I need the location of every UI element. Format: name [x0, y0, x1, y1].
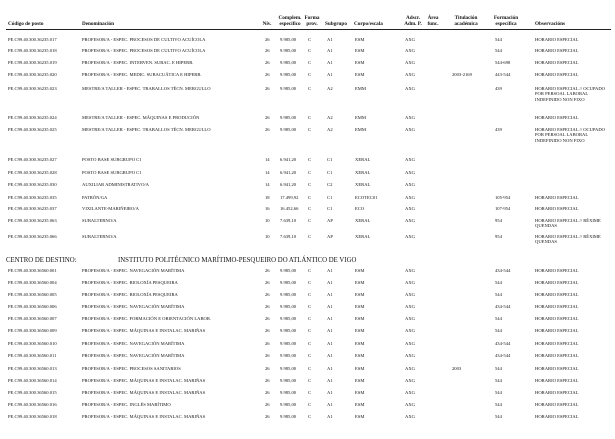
cell-obs: HORARIO ESPECIAL: [535, 60, 579, 65]
cell-sub: C1: [327, 170, 333, 175]
cell-obs: HORARIO ESPECIAL: [535, 48, 579, 53]
cell-sub: A1: [327, 37, 333, 42]
cell-nivel: 10: [265, 218, 270, 223]
cell-adm: AXG: [405, 316, 415, 321]
cell-nivel: 26: [265, 316, 270, 321]
cell-den: MESTRE/A TALLER - ESPEC. TRABALLOS TÉCN. MERGULLO: [82, 86, 211, 91]
cell-obs: HORARIO ESPECIAL: [535, 316, 579, 321]
cell-den: MESTRE/A TALLER - ESPEC. TRABALLOS TÉCN. MERGULLO: [82, 127, 211, 132]
cell-corpo: ESM: [355, 292, 365, 297]
cell-comp: 9.985,00: [280, 402, 297, 407]
cell-adm: AXG: [405, 328, 415, 333]
cell-obs: HORARIO ESPECIAL: [535, 390, 579, 395]
cell-obs: HORARIO ESPECIAL: [535, 72, 579, 77]
cell-adm: AXG: [405, 378, 415, 383]
cell-sub: A1: [327, 353, 333, 358]
cell-form: 434-544: [495, 304, 511, 309]
cell-codigo: PE.C99.40.300.36235.024: [8, 115, 57, 120]
cell-sub: A1: [327, 280, 333, 285]
cell-nivel: 18: [265, 195, 270, 200]
cell-den: PROFESOR/A - ESPEC. PROCESOS SANITARIOS: [82, 366, 181, 371]
cell-form: 544: [495, 292, 502, 297]
cell-codigo: PE.C99.40.300.36235.020: [8, 72, 57, 77]
cell-adm: AXG: [405, 280, 415, 285]
cell-corpo: ESM: [355, 366, 365, 371]
cell-nivel: 26: [265, 37, 270, 42]
cell-forma: C: [308, 234, 312, 239]
cell-nivel: 26: [265, 86, 270, 91]
cell-adm: AXG: [405, 268, 415, 273]
cell-adm: AXG: [405, 304, 415, 309]
cell-codigo: PE.C99.40.300.36560.001: [8, 268, 57, 273]
cell-den: PROFESOR/A - ESPEC. MÁQUINAS E INSTALAC. MARIÑAS: [82, 378, 206, 383]
cell-den: PROFESOR/A - ESPEC. INGLÉS MARÍTIMO: [82, 402, 171, 407]
cell-nivel: 26: [265, 378, 270, 383]
cell-corpo: XERAL: [355, 170, 371, 175]
cell-corpo: ESM: [355, 37, 365, 42]
cell-adm: AXG: [405, 218, 415, 223]
cell-codigo: PE.C99.40.300.36235.018: [8, 48, 57, 53]
cell-comp: 9.985,00: [280, 127, 297, 132]
centro-label: CENTRO DE DESTINO:: [6, 257, 77, 264]
header-area: Área func.: [427, 15, 439, 27]
cell-obs: HORARIO ESPECIAL // OCUPADO POR PERSOAL LABORAL INDEFINIDO NON FIXO: [535, 86, 605, 102]
cell-obs: HORARIO ESPECIAL // RÉXIME QUENDAS: [535, 234, 601, 245]
header-rule: [6, 29, 611, 30]
cell-form: 443-544: [495, 72, 511, 77]
cell-codigo: PE.C99.40.300.36235.023: [8, 86, 57, 91]
header-subgrupo: Subgrupo: [325, 21, 347, 27]
cell-nivel: 26: [265, 366, 270, 371]
cell-obs: HORARIO ESPECIAL // RÉXIME QUENDAS: [535, 218, 601, 229]
cell-comp: 6.941,20: [280, 182, 297, 187]
cell-den: PROFESOR/A - ESPEC. INTERVEN. SUBAC. E HIPERB.: [82, 60, 194, 65]
cell-comp: 9.985,00: [280, 280, 297, 285]
cell-nivel: 26: [265, 268, 270, 273]
header-nivel: Nív.: [262, 21, 272, 27]
cell-forma: C: [308, 292, 312, 297]
cell-comp: 9.985,00: [280, 115, 297, 120]
cell-corpo: EMM: [355, 127, 366, 132]
cell-form: 439: [495, 86, 502, 91]
cell-sub: C1: [327, 157, 333, 162]
header-titulacion: Titulación académica: [454, 15, 478, 27]
cell-corpo: XERAL: [355, 182, 371, 187]
cell-den: PROFESOR/A - ESPEC. NAVEGACIÓN MARÍTIMA: [82, 341, 185, 346]
cell-corpo: ESM: [355, 48, 365, 53]
cell-obs: HORARIO ESPECIAL: [535, 268, 579, 273]
cell-form: 105-954: [495, 195, 511, 200]
cell-comp: 6.941,20: [280, 170, 297, 175]
cell-comp: 9.985,00: [280, 328, 297, 333]
cell-form: 544: [495, 316, 502, 321]
header-complem: Complem. específico: [278, 15, 302, 27]
cell-form: 544: [495, 390, 502, 395]
cell-comp: 17.499,92: [280, 195, 299, 200]
cell-adm: AXG: [405, 414, 415, 419]
cell-nivel: 26: [265, 72, 270, 77]
cell-forma: C: [308, 37, 312, 42]
cell-sub: A1: [327, 328, 333, 333]
cell-den: PROFESOR/A - ESPEC. MÁQUINAS E INSTALAC. MARIÑAS: [82, 390, 206, 395]
cell-tit: 2003-2169: [452, 72, 472, 77]
cell-obs: HORARIO ESPECIAL: [535, 195, 579, 200]
cell-adm: AXG: [405, 195, 415, 200]
cell-comp: 9.985,00: [280, 60, 297, 65]
cell-forma: C: [308, 268, 312, 273]
cell-forma: C: [308, 86, 312, 91]
cell-comp: 9.985,00: [280, 414, 297, 419]
cell-comp: 9.985,00: [280, 304, 297, 309]
header-codigo: Código de posto: [8, 21, 44, 27]
cell-den: AUXILIAR ADMINISTRATIVO/A: [82, 182, 149, 187]
cell-corpo: XERAL: [355, 234, 371, 239]
cell-adm: AXG: [405, 292, 415, 297]
cell-codigo: PE.C99.40.300.36560.007: [8, 316, 57, 321]
cell-corpo: ESM: [355, 268, 365, 273]
cell-sub: C2: [327, 182, 333, 187]
cell-sub: A1: [327, 72, 333, 77]
cell-corpo: ECO: [355, 206, 365, 211]
cell-nivel: 26: [265, 292, 270, 297]
cell-codigo: PE.C99.40.300.36560.011: [8, 353, 57, 358]
cell-adm: AXG: [405, 390, 415, 395]
cell-adm: AXG: [405, 353, 415, 358]
cell-sub: A2: [327, 86, 333, 91]
cell-adm: AXG: [405, 72, 415, 77]
cell-forma: C: [308, 206, 312, 211]
cell-forma: C: [308, 195, 312, 200]
cell-adm: AXG: [405, 86, 415, 91]
cell-den: PATRÓN/GA: [82, 195, 108, 200]
cell-adm: AXG: [405, 48, 415, 53]
cell-corpo: ESM: [355, 390, 365, 395]
cell-sub: A2: [327, 115, 333, 120]
cell-adm: AXG: [405, 206, 415, 211]
cell-obs: HORARIO ESPECIAL: [535, 280, 579, 285]
cell-forma: C: [308, 157, 312, 162]
cell-den: PROFESOR/A - ESPEC. NAVEGACIÓN MARÍTIMA: [82, 268, 185, 273]
cell-comp: 9.985,00: [280, 316, 297, 321]
cell-obs: HORARIO ESPECIAL: [535, 402, 579, 407]
cell-sub: A1: [327, 378, 333, 383]
cell-codigo: PE.C99.40.300.36560.005: [8, 292, 57, 297]
cell-obs: HORARIO ESPECIAL: [535, 353, 579, 358]
cell-corpo: ESM: [355, 280, 365, 285]
cell-codigo: PE.C99.40.300.36560.006: [8, 304, 57, 309]
cell-comp: 9.985,00: [280, 72, 297, 77]
cell-sub: A1: [327, 304, 333, 309]
cell-form: 544: [495, 328, 502, 333]
cell-form: 544: [495, 366, 502, 371]
cell-den: POSTO BASE SUBGRUPO C1: [82, 157, 142, 162]
cell-nivel: 26: [265, 390, 270, 395]
cell-forma: C: [308, 60, 312, 65]
cell-codigo: PE.C99.40.300.36235.017: [8, 37, 57, 42]
cell-sub: A1: [327, 268, 333, 273]
cell-forma: C: [308, 328, 312, 333]
cell-sub: C1: [327, 206, 333, 211]
cell-corpo: ESM: [355, 328, 365, 333]
cell-forma: C: [308, 115, 312, 120]
cell-comp: 16.452,66: [280, 206, 299, 211]
cell-forma: C: [308, 366, 312, 371]
cell-adm: AXG: [405, 402, 415, 407]
cell-comp: 9.985,00: [280, 378, 297, 383]
cell-sub: AP: [327, 218, 333, 223]
cell-corpo: ESM: [355, 304, 365, 309]
cell-nivel: 10: [265, 234, 270, 239]
cell-form: 544: [495, 37, 502, 42]
cell-form: 544: [495, 378, 502, 383]
cell-comp: 9.985,00: [280, 341, 297, 346]
header-observacions: Observacións: [535, 21, 565, 27]
cell-comp: 9.985,00: [280, 37, 297, 42]
cell-obs: HORARIO ESPECIAL: [535, 366, 579, 371]
cell-codigo: PE.C99.40.300.36235.028: [8, 170, 57, 175]
cell-codigo: PE.C99.40.300.36235.063: [8, 218, 57, 223]
cell-sub: AP: [327, 234, 333, 239]
cell-den: SUBALTERNO/A: [82, 218, 117, 223]
cell-forma: C: [308, 316, 312, 321]
cell-comp: 9.985,00: [280, 366, 297, 371]
cell-form: 544: [495, 48, 502, 53]
cell-den: PROFESOR/A - ESPEC. MEDIC. SUBACUÁTICA E HIPERB.: [82, 72, 202, 77]
cell-sub: A1: [327, 390, 333, 395]
cell-forma: C: [308, 341, 312, 346]
cell-adm: AXG: [405, 182, 415, 187]
cell-codigo: PE.C99.40.300.36235.019: [8, 60, 57, 65]
cell-nivel: 14: [265, 170, 270, 175]
cell-nivel: 26: [265, 402, 270, 407]
cell-form: 544: [495, 402, 502, 407]
cell-obs: HORARIO ESPECIAL: [535, 115, 579, 120]
centro-name: INSTITUTO POLITÉCNICO MARÍTIMO-PESQUEIRO DO ATLÁNTICO DE VIGO: [118, 257, 357, 264]
cell-nivel: 26: [265, 328, 270, 333]
cell-obs: HORARIO ESPECIAL: [535, 341, 579, 346]
header-forma-prov: Forma prov.: [304, 15, 320, 27]
cell-forma: C: [308, 170, 312, 175]
cell-forma: C: [308, 304, 312, 309]
cell-adm: AXG: [405, 115, 415, 120]
cell-adm: AXG: [405, 60, 415, 65]
cell-comp: 9.985,00: [280, 48, 297, 53]
cell-sub: A1: [327, 60, 333, 65]
header-corpo: Corpo/escala: [354, 21, 383, 27]
cell-form: 954: [495, 218, 502, 223]
cell-den: PROFESOR/A - ESPEC. FORMACIÓN E ORIENTACIÓN LABOR.: [82, 316, 212, 321]
cell-form: 544: [495, 280, 502, 285]
cell-forma: C: [308, 48, 312, 53]
cell-codigo: PE.C99.40.300.36560.014: [8, 378, 57, 383]
cell-obs: HORARIO ESPECIAL: [535, 304, 579, 309]
cell-codigo: PE.C99.40.300.36560.009: [8, 328, 57, 333]
cell-corpo: ESM: [355, 353, 365, 358]
cell-comp: 9.985,00: [280, 292, 297, 297]
cell-corpo: ESM: [355, 402, 365, 407]
cell-form: 434-544: [495, 268, 511, 273]
cell-den: PROFESOR/A - ESPEC. PROCESOS DE CULTIVO ACUÍCOLA: [82, 48, 206, 53]
cell-den: PROFESOR/A - ESPEC. BIOLOXÍA PESQUEIRA: [82, 280, 178, 285]
cell-sub: A1: [327, 48, 333, 53]
cell-den: POSTO BASE SUBGRUPO C1: [82, 170, 142, 175]
cell-nivel: 16: [265, 206, 270, 211]
cell-den: PROFESOR/A - ESPEC. NAVEGACIÓN MARÍTIMA: [82, 304, 185, 309]
cell-tit: 2003: [452, 366, 462, 371]
cell-codigo: PE.C99.40.300.36560.004: [8, 280, 57, 285]
cell-codigo: PE.C99.40.300.36235.027: [8, 157, 57, 162]
cell-sub: A1: [327, 402, 333, 407]
cell-sub: A1: [327, 366, 333, 371]
cell-form: 434-544: [495, 341, 511, 346]
cell-corpo: EMM: [355, 115, 366, 120]
cell-obs: HORARIO ESPECIAL: [535, 206, 579, 211]
cell-codigo: PE.C99.40.300.36235.030: [8, 182, 57, 187]
cell-codigo: PE.C99.40.300.36235.037: [8, 206, 57, 211]
cell-nivel: 14: [265, 157, 270, 162]
cell-den: VIXILANTE-MARIÑEIRO/A: [82, 206, 139, 211]
cell-adm: AXG: [405, 127, 415, 132]
cell-den: PROFESOR/A - ESPEC. MÁQUINAS E INSTALAC. MARIÑAS: [82, 414, 206, 419]
cell-obs: HORARIO ESPECIAL: [535, 292, 579, 297]
cell-codigo: PE.C99.40.300.36560.010: [8, 341, 57, 346]
cell-form: 434-544: [495, 353, 511, 358]
cell-corpo: XERAL: [355, 218, 371, 223]
cell-corpo: ESM: [355, 60, 365, 65]
cell-comp: 9.985,00: [280, 268, 297, 273]
cell-adm: AXG: [405, 170, 415, 175]
cell-obs: HORARIO ESPECIAL: [535, 328, 579, 333]
cell-obs: HORARIO ESPECIAL: [535, 414, 579, 419]
cell-comp: 9.985,00: [280, 353, 297, 358]
cell-form: 544: [495, 414, 502, 419]
cell-comp: 9.985,00: [280, 390, 297, 395]
cell-nivel: 14: [265, 182, 270, 187]
cell-sub: A1: [327, 341, 333, 346]
cell-adm: AXG: [405, 366, 415, 371]
cell-den: PROFESOR/A - ESPEC. NAVEGACIÓN MARÍTIMA: [82, 353, 185, 358]
cell-forma: C: [308, 182, 312, 187]
cell-sub: A1: [327, 292, 333, 297]
cell-den: SUBALTERNO/A: [82, 234, 117, 239]
cell-adm: AXG: [405, 234, 415, 239]
cell-forma: C: [308, 390, 312, 395]
cell-comp: 7.639,10: [280, 218, 297, 223]
cell-nivel: 26: [265, 414, 270, 419]
cell-forma: C: [308, 127, 312, 132]
cell-corpo: ESM: [355, 414, 365, 419]
cell-forma: C: [308, 72, 312, 77]
cell-den: PROFESOR/A - ESPEC. MÁQUINAS E INSTALAC. MARIÑAS: [82, 328, 206, 333]
cell-codigo: PE.C99.40.300.36235.035: [8, 195, 57, 200]
cell-corpo: ECOTEC01: [355, 195, 378, 200]
cell-codigo: PE.C99.40.300.36560.015: [8, 390, 57, 395]
cell-corpo: ESM: [355, 378, 365, 383]
cell-sub: A2: [327, 127, 333, 132]
cell-adm: AXG: [405, 341, 415, 346]
cell-codigo: PE.C99.40.300.36560.018: [8, 414, 57, 419]
cell-comp: 7.639,10: [280, 234, 297, 239]
cell-sub: A1: [327, 414, 333, 419]
cell-codigo: PE.C99.40.300.36235.066: [8, 234, 57, 239]
cell-nivel: 26: [265, 48, 270, 53]
cell-corpo: ESM: [355, 341, 365, 346]
header-denominacion: Denominación: [82, 21, 114, 27]
cell-codigo: PE.C99.40.300.36235.025: [8, 127, 57, 132]
cell-obs: HORARIO ESPECIAL // OCUPADO POR PERSOAL LABORAL INDEFINIDO NON FIXO: [535, 127, 605, 143]
cell-den: MESTRE/A TALLER - ESPEC. MÁQUINAS E PRODUCIÓN: [82, 115, 200, 120]
header-adscr: Adscr. Adm. P.: [404, 15, 422, 27]
cell-nivel: 26: [265, 341, 270, 346]
cell-forma: C: [308, 353, 312, 358]
cell-codigo: PE.C99.40.300.36560.013: [8, 366, 57, 371]
cell-form: 107-954: [495, 206, 511, 211]
cell-nivel: 26: [265, 60, 270, 65]
cell-den: PROFESOR/A - ESPEC. BIOLOXÍA PESQUEIRA: [82, 292, 178, 297]
cell-nivel: 26: [265, 127, 270, 132]
cell-obs: HORARIO ESPECIAL: [535, 378, 579, 383]
cell-nivel: 26: [265, 304, 270, 309]
cell-forma: C: [308, 280, 312, 285]
cell-corpo: ESM: [355, 316, 365, 321]
cell-corpo: EMM: [355, 86, 366, 91]
cell-forma: C: [308, 378, 312, 383]
cell-corpo: ESM: [355, 72, 365, 77]
cell-obs: HORARIO ESPECIAL: [535, 37, 579, 42]
cell-sub: C1: [327, 195, 333, 200]
cell-nivel: 26: [265, 353, 270, 358]
cell-comp: 6.941,20: [280, 157, 297, 162]
cell-form: 439: [495, 127, 502, 132]
cell-forma: C: [308, 414, 312, 419]
cell-den: PROFESOR/A - ESPEC. PROCESOS DE CULTIVO ACUÍCOLA: [82, 37, 206, 42]
cell-nivel: 26: [265, 280, 270, 285]
cell-corpo: XERAL: [355, 157, 371, 162]
cell-sub: A1: [327, 316, 333, 321]
cell-form: 954: [495, 234, 502, 239]
cell-form: 544-698: [495, 60, 511, 65]
cell-nivel: 26: [265, 115, 270, 120]
cell-forma: C: [308, 218, 312, 223]
cell-adm: AXG: [405, 157, 415, 162]
cell-comp: 9.985,00: [280, 86, 297, 91]
cell-forma: C: [308, 402, 312, 407]
cell-adm: AXG: [405, 37, 415, 42]
header-formacion: Formación específica: [493, 15, 519, 27]
cell-codigo: PE.C99.40.300.36560.016: [8, 402, 57, 407]
